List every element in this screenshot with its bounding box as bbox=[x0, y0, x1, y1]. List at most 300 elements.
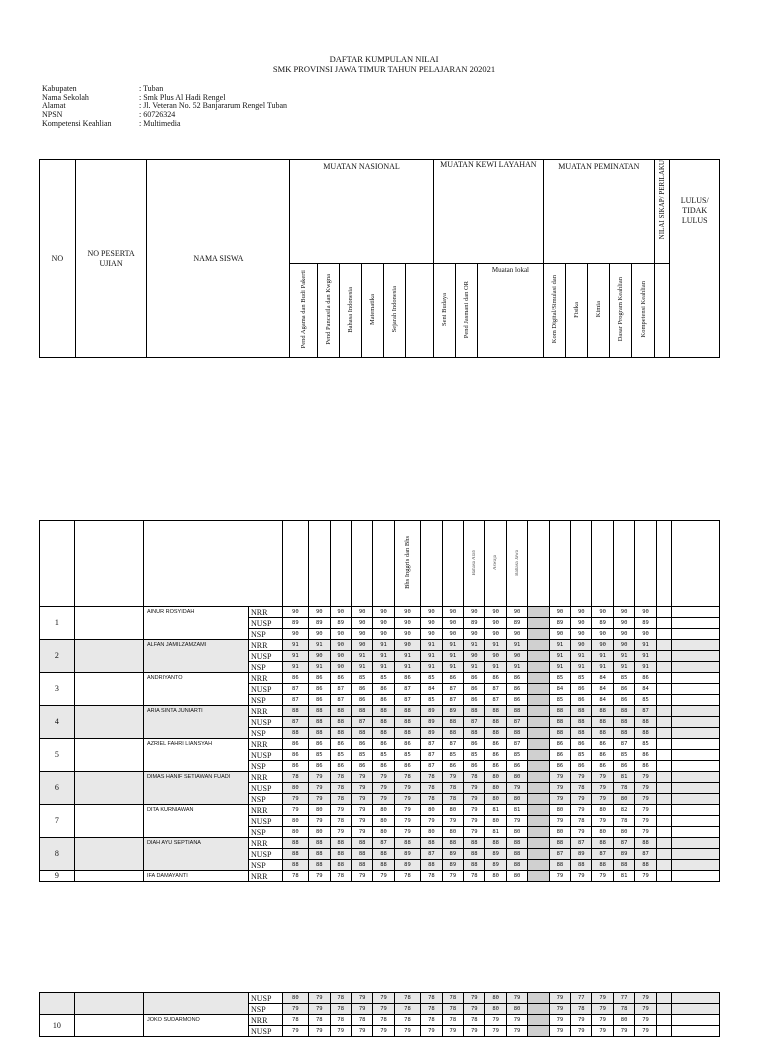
score-cell: 79 bbox=[571, 1026, 592, 1037]
score-cell: 85 bbox=[549, 673, 570, 684]
info-value: : 60726324 bbox=[139, 110, 176, 120]
score-cell: 90 bbox=[635, 607, 656, 618]
score-cell bbox=[528, 717, 549, 728]
score-cell: 90 bbox=[421, 618, 442, 629]
score-cell: 84 bbox=[592, 673, 613, 684]
score-cell: 80 bbox=[373, 816, 394, 827]
score-cell: 86 bbox=[549, 761, 570, 772]
score-cell: 90 bbox=[592, 640, 613, 651]
score-cell: 88 bbox=[571, 728, 592, 739]
score-cell: 80 bbox=[421, 827, 442, 838]
score-cell: 78 bbox=[421, 1015, 442, 1026]
score-cell: 90 bbox=[330, 607, 351, 618]
score-cell: 88 bbox=[330, 728, 351, 739]
score-cell: 89 bbox=[282, 618, 309, 629]
score-cell: 79 bbox=[549, 871, 570, 882]
score-cell: 91 bbox=[373, 651, 394, 662]
student-no: 2 bbox=[40, 640, 75, 673]
score-cell: 87 bbox=[635, 849, 656, 860]
score-cell: 90 bbox=[485, 618, 506, 629]
score-cell bbox=[528, 640, 549, 651]
score-cell: 78 bbox=[373, 1015, 394, 1026]
table-row bbox=[40, 993, 720, 1004]
subject-header: Sejarah Indonesia bbox=[384, 264, 406, 358]
score-cell: 90 bbox=[571, 629, 592, 640]
score-cell: 87 bbox=[613, 739, 634, 750]
score-cell: 86 bbox=[571, 761, 592, 772]
score-cell: 87 bbox=[421, 849, 442, 860]
score-cell: 85 bbox=[394, 750, 421, 761]
sikap-cell bbox=[656, 629, 671, 640]
score-cell bbox=[528, 871, 549, 882]
score-cell: 91 bbox=[635, 662, 656, 673]
table-row bbox=[40, 607, 720, 618]
score-cell: 87 bbox=[394, 695, 421, 706]
doc-title: DAFTAR KUMPULAN NILAI bbox=[329, 54, 439, 64]
score-cell: 79 bbox=[635, 1015, 656, 1026]
score-cell: 79 bbox=[549, 794, 570, 805]
score-cell: 85 bbox=[351, 750, 372, 761]
subject-header bbox=[406, 264, 433, 358]
info-value: : Smk Plus Al Hadi Rengel bbox=[139, 92, 226, 102]
score-cell: 91 bbox=[592, 651, 613, 662]
score-cell: 86 bbox=[613, 695, 634, 706]
score-cell: 86 bbox=[309, 739, 330, 750]
score-cell: 80 bbox=[613, 827, 634, 838]
info-value: : Multimedia bbox=[139, 118, 181, 128]
score-cell bbox=[528, 684, 549, 695]
score-cell: 88 bbox=[282, 838, 309, 849]
score-cell: 88 bbox=[549, 717, 570, 728]
score-cell: 89 bbox=[549, 618, 570, 629]
col-nama: NAMA SISWA bbox=[147, 160, 290, 358]
lulus-cell bbox=[671, 739, 719, 750]
score-cell: 81 bbox=[485, 805, 506, 816]
score-type-label: NRR bbox=[248, 706, 282, 717]
score-cell: 88 bbox=[309, 860, 330, 871]
score-cell: 91 bbox=[309, 640, 330, 651]
score-cell: 79 bbox=[309, 783, 330, 794]
student-no: 3 bbox=[40, 673, 75, 706]
score-cell: 79 bbox=[351, 1026, 372, 1037]
score-type-label: NRR bbox=[248, 1015, 282, 1026]
score-cell: 86 bbox=[571, 739, 592, 750]
group-peminatan: MUATAN PEMINATAN bbox=[544, 160, 655, 264]
sikap-cell bbox=[656, 993, 671, 1004]
peserta-no bbox=[74, 805, 143, 838]
score-cell: 79 bbox=[442, 816, 463, 827]
peserta-no bbox=[74, 772, 143, 805]
score-cell: 88 bbox=[421, 838, 442, 849]
score-cell: 79 bbox=[373, 794, 394, 805]
score-cell: 79 bbox=[506, 1015, 527, 1026]
score-cell bbox=[528, 1026, 549, 1037]
score-cell: 78 bbox=[330, 772, 351, 783]
score-cell: 87 bbox=[282, 695, 309, 706]
score-cell: 84 bbox=[592, 695, 613, 706]
lulus-cell bbox=[671, 783, 719, 794]
score-type-label: NUSP bbox=[248, 750, 282, 761]
score-cell: 86 bbox=[549, 739, 570, 750]
score-type-label: NSP bbox=[248, 728, 282, 739]
score-cell: 78 bbox=[394, 871, 421, 882]
sikap-cell bbox=[656, 1004, 671, 1015]
sikap-cell bbox=[656, 860, 671, 871]
score-cell: 79 bbox=[373, 1004, 394, 1015]
score-cell: 90 bbox=[464, 629, 485, 640]
sikap-cell bbox=[656, 772, 671, 783]
score-cell: 90 bbox=[351, 629, 372, 640]
score-cell: 78 bbox=[282, 871, 309, 882]
sikap-cell bbox=[656, 816, 671, 827]
score-cell: 86 bbox=[485, 761, 506, 772]
table-row bbox=[40, 838, 720, 849]
sikap-cell bbox=[656, 651, 671, 662]
score-cell: 89 bbox=[442, 860, 463, 871]
sikap-cell bbox=[656, 761, 671, 772]
score-cell: 91 bbox=[571, 662, 592, 673]
score-cell: 85 bbox=[351, 673, 372, 684]
score-type-label: NSP bbox=[248, 629, 282, 640]
score-cell: 86 bbox=[485, 750, 506, 761]
score-cell: 79 bbox=[373, 1026, 394, 1037]
student-name: AINUR ROSYIDAH bbox=[143, 607, 248, 640]
subject-header: Fisika bbox=[566, 264, 588, 358]
score-cell: 86 bbox=[592, 739, 613, 750]
score-cell: 78 bbox=[330, 783, 351, 794]
score-cell: 88 bbox=[309, 717, 330, 728]
school-info bbox=[42, 85, 287, 129]
score-cell: 86 bbox=[309, 761, 330, 772]
score-cell: 86 bbox=[309, 673, 330, 684]
score-cell: 90 bbox=[309, 607, 330, 618]
score-cell: 81 bbox=[506, 805, 527, 816]
score-cell: 79 bbox=[613, 1026, 634, 1037]
score-cell: 78 bbox=[442, 794, 463, 805]
score-cell: 80 bbox=[282, 993, 309, 1004]
score-cell: 82 bbox=[613, 805, 634, 816]
score-cell: 86 bbox=[592, 750, 613, 761]
lulus-cell bbox=[671, 607, 719, 618]
score-cell: 78 bbox=[421, 993, 442, 1004]
score-cell: 90 bbox=[330, 662, 351, 673]
score-cell: 88 bbox=[394, 838, 421, 849]
table-row bbox=[40, 871, 720, 882]
score-cell: 79 bbox=[351, 1004, 372, 1015]
score-cell: 78 bbox=[442, 1015, 463, 1026]
lulus-cell bbox=[671, 651, 719, 662]
score-type-label: NUSP bbox=[248, 783, 282, 794]
score-cell: 88 bbox=[549, 728, 570, 739]
score-cell: 91 bbox=[613, 662, 634, 673]
score-cell: 79 bbox=[571, 1015, 592, 1026]
score-cell: 86 bbox=[442, 673, 463, 684]
lulus-cell bbox=[671, 717, 719, 728]
score-cell: 88 bbox=[330, 838, 351, 849]
score-cell: 85 bbox=[309, 750, 330, 761]
student-name: DITA KURNIAWAN bbox=[143, 805, 248, 838]
score-cell: 86 bbox=[485, 739, 506, 750]
score-cell: 85 bbox=[549, 695, 570, 706]
score-cell: 78 bbox=[421, 772, 442, 783]
score-cell: 88 bbox=[592, 860, 613, 871]
student-name: JOKO SUDARMONO bbox=[143, 1015, 248, 1037]
score-cell: 86 bbox=[506, 695, 527, 706]
score-cell: 86 bbox=[635, 750, 656, 761]
score-cell: 88 bbox=[373, 860, 394, 871]
score-cell: 90 bbox=[464, 607, 485, 618]
score-cell: 86 bbox=[613, 684, 634, 695]
score-cell: 88 bbox=[373, 706, 394, 717]
score-cell: 78 bbox=[421, 871, 442, 882]
score-cell: 79 bbox=[373, 772, 394, 783]
score-cell: 80 bbox=[485, 794, 506, 805]
score-cell: 78 bbox=[613, 783, 634, 794]
lulus-cell bbox=[671, 695, 719, 706]
score-cell: 86 bbox=[282, 750, 309, 761]
score-cell: 86 bbox=[282, 673, 309, 684]
score-cell: 78 bbox=[613, 1004, 634, 1015]
score-cell: 79 bbox=[592, 1026, 613, 1037]
score-cell: 86 bbox=[373, 684, 394, 695]
student-name: ARIA SINTA JUNIARTI bbox=[143, 706, 248, 739]
score-cell: 88 bbox=[464, 706, 485, 717]
score-cell: 87 bbox=[571, 838, 592, 849]
info-row bbox=[42, 120, 287, 129]
score-cell: 91 bbox=[282, 651, 309, 662]
score-cell: 79 bbox=[592, 794, 613, 805]
lulus-cell bbox=[671, 860, 719, 871]
col-lulus: LULUS/ TIDAK LULUS bbox=[670, 160, 720, 358]
score-cell: 79 bbox=[351, 827, 372, 838]
score-cell: 90 bbox=[442, 629, 463, 640]
score-cell: 88 bbox=[330, 717, 351, 728]
score-cell: 78 bbox=[394, 772, 421, 783]
score-cell: 87 bbox=[592, 849, 613, 860]
score-cell: 79 bbox=[549, 772, 570, 783]
score-cell: 87 bbox=[282, 717, 309, 728]
score-cell: 85 bbox=[421, 695, 442, 706]
score-cell: 84 bbox=[635, 684, 656, 695]
student-name bbox=[143, 993, 248, 1015]
score-cell: 79 bbox=[549, 1026, 570, 1037]
sikap-cell bbox=[656, 783, 671, 794]
score-cell: 89 bbox=[421, 717, 442, 728]
score-cell bbox=[528, 838, 549, 849]
student-name: IFA DAMAYANTI bbox=[143, 871, 248, 882]
score-type-label: NSP bbox=[248, 860, 282, 871]
score-cell: 78 bbox=[571, 783, 592, 794]
score-cell: 85 bbox=[442, 750, 463, 761]
score-cell: 88 bbox=[613, 860, 634, 871]
score-cell: 90 bbox=[421, 607, 442, 618]
score-cell: 79 bbox=[309, 1004, 330, 1015]
score-cell: 79 bbox=[309, 794, 330, 805]
student-no: 7 bbox=[40, 805, 75, 838]
score-cell: 88 bbox=[506, 728, 527, 739]
sikap-cell bbox=[656, 684, 671, 695]
score-cell: 78 bbox=[330, 794, 351, 805]
score-cell: 90 bbox=[592, 629, 613, 640]
score-cell: 90 bbox=[282, 629, 309, 640]
score-cell: 84 bbox=[549, 684, 570, 695]
score-cell: 91 bbox=[635, 651, 656, 662]
score-cell: 90 bbox=[549, 629, 570, 640]
score-cell: 85 bbox=[373, 750, 394, 761]
score-cell: 91 bbox=[442, 640, 463, 651]
score-cell: 89 bbox=[442, 706, 463, 717]
score-cell: 86 bbox=[442, 761, 463, 772]
score-cell: 79 bbox=[309, 772, 330, 783]
score-cell: 78 bbox=[394, 1015, 421, 1026]
peserta-no bbox=[74, 838, 143, 871]
score-cell: 79 bbox=[330, 1026, 351, 1037]
score-cell: 90 bbox=[506, 629, 527, 640]
score-cell: 90 bbox=[592, 607, 613, 618]
sikap-cell bbox=[656, 706, 671, 717]
score-cell: 85 bbox=[613, 673, 634, 684]
score-cell bbox=[528, 695, 549, 706]
score-cell: 87 bbox=[330, 695, 351, 706]
score-cell: 89 bbox=[464, 618, 485, 629]
score-cell: 88 bbox=[442, 717, 463, 728]
score-cell: 86 bbox=[351, 739, 372, 750]
score-cell: 87 bbox=[421, 750, 442, 761]
score-cell: 91 bbox=[351, 662, 372, 673]
score-cell: 86 bbox=[373, 761, 394, 772]
score-cell: 79 bbox=[394, 1026, 421, 1037]
score-cell: 77 bbox=[571, 993, 592, 1004]
score-cell: 89 bbox=[394, 849, 421, 860]
score-type-label: NRR bbox=[248, 838, 282, 849]
score-cell: 91 bbox=[282, 662, 309, 673]
lulus-cell bbox=[671, 794, 719, 805]
score-cell: 78 bbox=[421, 783, 442, 794]
score-cell: 86 bbox=[506, 673, 527, 684]
score-cell: 90 bbox=[571, 607, 592, 618]
score-type-label: NRR bbox=[248, 805, 282, 816]
subject-header: Matematika bbox=[362, 264, 384, 358]
score-cell: 79 bbox=[394, 816, 421, 827]
score-cell bbox=[528, 772, 549, 783]
score-cell: 88 bbox=[549, 838, 570, 849]
score-cell: 80 bbox=[485, 993, 506, 1004]
score-cell: 90 bbox=[373, 629, 394, 640]
score-cell: 88 bbox=[351, 838, 372, 849]
score-cell: 88 bbox=[549, 860, 570, 871]
score-cell: 79 bbox=[351, 805, 372, 816]
sikap-cell bbox=[656, 750, 671, 761]
score-cell: 89 bbox=[330, 618, 351, 629]
score-cell: 87 bbox=[330, 684, 351, 695]
score-cell: 78 bbox=[442, 1004, 463, 1015]
score-cell: 86 bbox=[571, 684, 592, 695]
score-cell: 79 bbox=[351, 871, 372, 882]
score-cell: 90 bbox=[394, 640, 421, 651]
score-cell: 90 bbox=[549, 607, 570, 618]
score-cell: 86 bbox=[464, 695, 485, 706]
header-table-2 bbox=[39, 520, 720, 607]
score-cell: 89 bbox=[635, 618, 656, 629]
sikap-cell bbox=[656, 695, 671, 706]
score-cell: 88 bbox=[442, 728, 463, 739]
score-cell bbox=[528, 662, 549, 673]
student-no: 4 bbox=[40, 706, 75, 739]
score-cell: 80 bbox=[506, 871, 527, 882]
info-key: Kompetensi Keahlian bbox=[42, 118, 112, 128]
group-nasional: MUATAN NASIONAL bbox=[290, 160, 433, 264]
score-cell: 87 bbox=[442, 739, 463, 750]
score-cell: 79 bbox=[635, 783, 656, 794]
score-cell: 87 bbox=[442, 684, 463, 695]
lulus-cell bbox=[671, 1026, 719, 1037]
score-cell: 86 bbox=[506, 761, 527, 772]
sikap-cell bbox=[656, 717, 671, 728]
score-cell: 86 bbox=[309, 684, 330, 695]
peserta-no bbox=[74, 1015, 143, 1037]
header-table bbox=[39, 159, 720, 358]
score-cell: 87 bbox=[464, 717, 485, 728]
score-cell: 85 bbox=[421, 673, 442, 684]
score-cell: 79 bbox=[351, 816, 372, 827]
score-type-label: NUSP bbox=[248, 717, 282, 728]
lulus-cell bbox=[671, 871, 719, 882]
score-cell: 91 bbox=[464, 662, 485, 673]
score-cell: 86 bbox=[351, 761, 372, 772]
score-cell: 81 bbox=[485, 827, 506, 838]
score-cell bbox=[528, 651, 549, 662]
score-cell: 90 bbox=[485, 651, 506, 662]
score-cell: 85 bbox=[464, 750, 485, 761]
score-cell: 79 bbox=[592, 871, 613, 882]
score-cell: 79 bbox=[373, 783, 394, 794]
score-cell: 79 bbox=[282, 794, 309, 805]
score-cell: 88 bbox=[330, 849, 351, 860]
score-cell: 79 bbox=[373, 871, 394, 882]
info-value: : Tuban bbox=[139, 84, 164, 93]
score-cell bbox=[528, 1004, 549, 1015]
score-cell: 80 bbox=[485, 1004, 506, 1015]
score-cell: 79 bbox=[635, 1004, 656, 1015]
score-cell: 90 bbox=[309, 629, 330, 640]
score-cell: 86 bbox=[330, 673, 351, 684]
score-cell: 87 bbox=[282, 684, 309, 695]
score-cell: 91 bbox=[421, 640, 442, 651]
score-cell bbox=[528, 761, 549, 772]
doc-subtitle: SMK PROVINSI JAWA TIMUR TAHUN PELAJARAN 202021 bbox=[272, 64, 496, 74]
lulus-cell bbox=[671, 629, 719, 640]
score-cell: 88 bbox=[351, 849, 372, 860]
score-cell: 77 bbox=[613, 993, 634, 1004]
lulus-cell bbox=[671, 838, 719, 849]
score-cell: 79 bbox=[506, 816, 527, 827]
score-type-label: NSP bbox=[248, 662, 282, 673]
score-cell: 87 bbox=[635, 706, 656, 717]
info-value: : Jl. Veteran No. 52 Banjararum Rengel Tuban bbox=[139, 101, 288, 111]
score-cell bbox=[528, 860, 549, 871]
score-cell: 91 bbox=[506, 662, 527, 673]
score-cell: 88 bbox=[351, 860, 372, 871]
score-cell: 89 bbox=[506, 618, 527, 629]
score-cell: 79 bbox=[330, 827, 351, 838]
student-no bbox=[40, 993, 75, 1015]
score-cell: 79 bbox=[549, 783, 570, 794]
info-key: Nama Sekolah bbox=[42, 92, 89, 102]
student-no: 5 bbox=[40, 739, 75, 772]
group-kewilayahan: MUATAN KEWI LAYAHAN bbox=[433, 160, 544, 264]
score-cell: 88 bbox=[485, 706, 506, 717]
score-cell: 89 bbox=[421, 728, 442, 739]
